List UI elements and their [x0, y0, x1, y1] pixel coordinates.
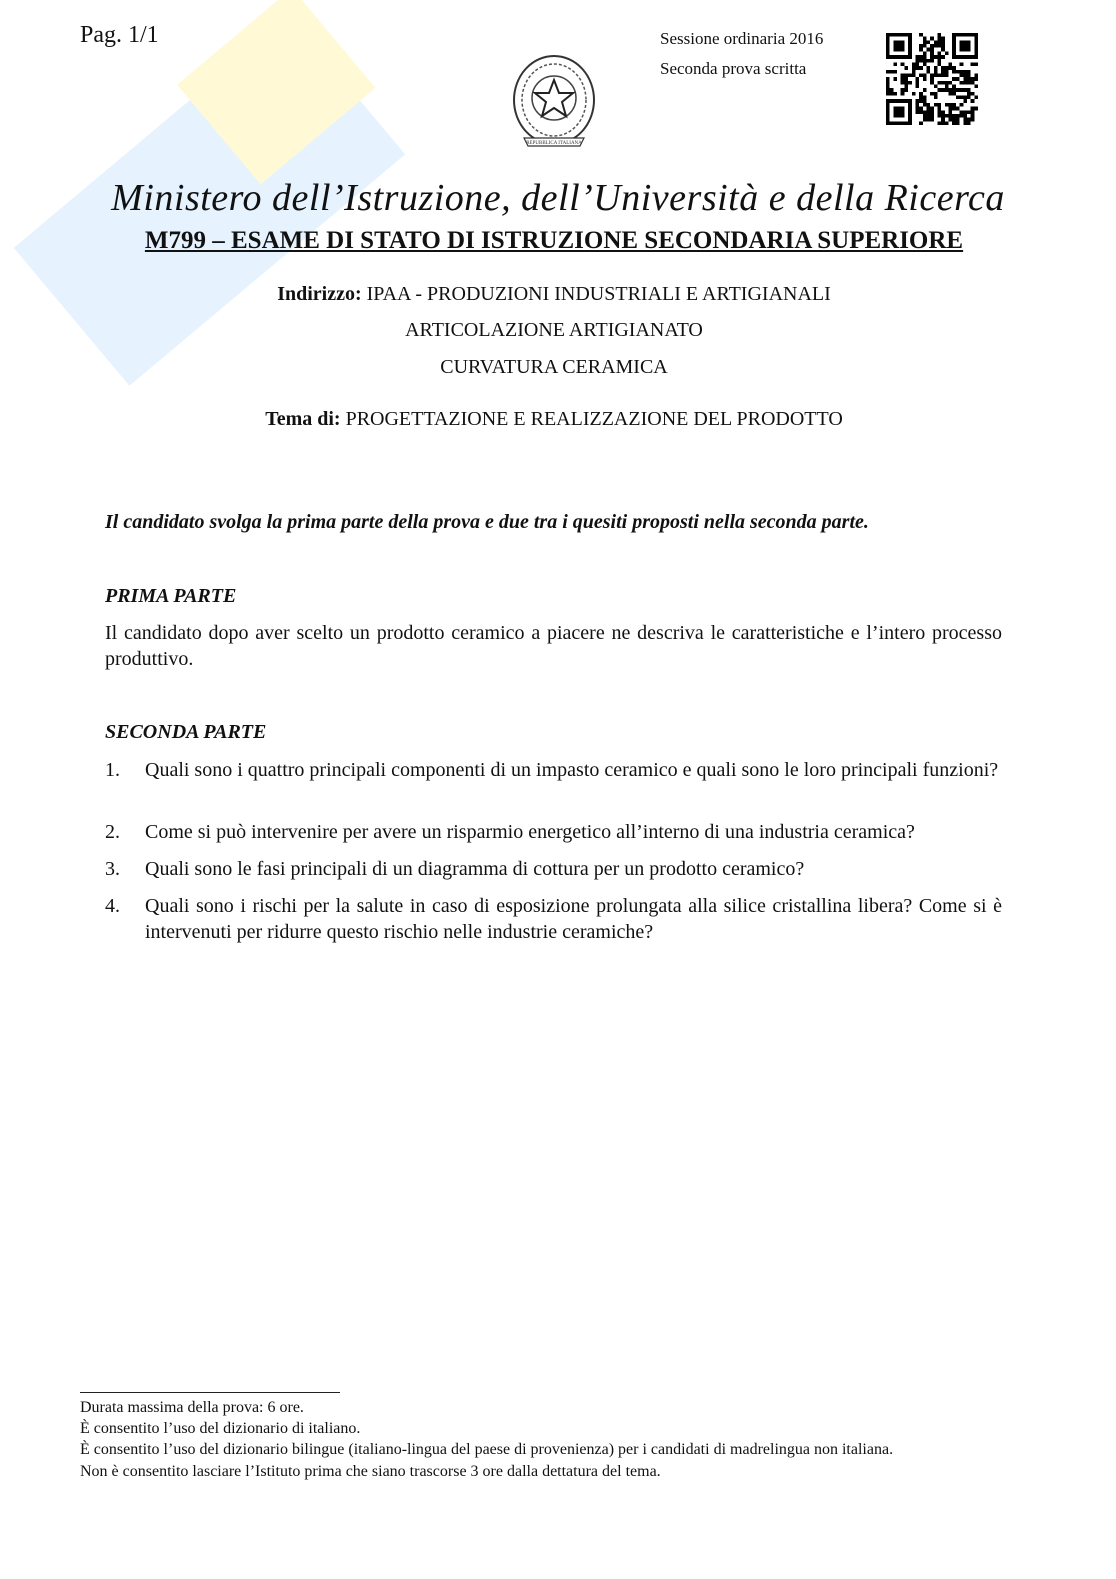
emblem-ribbon-text: REPUBBLICA ITALIANA: [526, 141, 582, 146]
indirizzo-line: [0, 283, 1108, 306]
question-item: [105, 757, 1002, 783]
question-item: [105, 819, 1002, 845]
question-text: Quali sono i rischi per la salute in caso di esposizione prolungata alla silice cristallina libera? Come si è intervenuti per ridurre questo rischio nelle industrie ceramiche?: [145, 895, 1002, 943]
seconda-parte-heading: SECONDA PARTE: [105, 721, 267, 743]
question-item: [105, 856, 1002, 882]
question-number: 4.: [105, 895, 120, 917]
ministry-title: Ministero dell’Istruzione, dell’Università e della Ricerca: [111, 177, 1005, 219]
tema-value: PROGETTAZIONE E REALIZZAZIONE DEL PRODOTTO: [340, 408, 843, 430]
instructions: Il candidato svolga la prima parte della prova e due tra i quesiti proposti nella seconda parte.: [105, 511, 869, 533]
footnote: È consentito l’uso del dizionario bilingue (italiano-lingua del paese di provenienza) per i candidati di madrelingua non italiana.: [80, 1441, 894, 1458]
tema-label: Tema di:: [265, 408, 341, 430]
footnote-divider: [80, 1392, 340, 1393]
page-number: Pag. 1/1: [80, 22, 159, 48]
question-item: [105, 893, 1002, 945]
question-text: Come si può intervenire per avere un risparmio energetico all’interno di una industria ceramica?: [145, 821, 915, 843]
indirizzo-label: Indirizzo:: [277, 283, 362, 305]
footnote: Non è consentito lasciare l’Istituto prima che siano trascorse 3 ore dalla dettatura del tema.: [80, 1463, 661, 1480]
footnote: È consentito l’uso del dizionario di italiano.: [80, 1420, 361, 1437]
prima-parte-text: Il candidato dopo aver scelto un prodotto ceramico a piacere ne descriva le caratteristiche e l’intero processo produttivo.: [105, 622, 1002, 670]
question-text: Quali sono i quattro principali componenti di un impasto ceramico e quali sono le loro principali funzioni?: [145, 759, 999, 781]
skuola-watermark-logo: [0, 0, 472, 447]
curvatura: CURVATURA CERAMICA: [440, 356, 668, 378]
test-label: Seconda prova scritta: [660, 59, 807, 78]
prima-parte-heading: PRIMA PARTE: [105, 585, 237, 607]
indirizzo-value: IPAA - PRODUZIONI INDUSTRIALI E ARTIGIANALI: [361, 283, 831, 305]
articolazione: ARTICOLAZIONE ARTIGIANATO: [405, 319, 703, 341]
tema-line: [0, 408, 1108, 431]
question-text: Quali sono le fasi principali di un diagramma di cottura per un prodotto ceramico?: [145, 858, 805, 880]
exam-title: M799 – ESAME DI STATO DI ISTRUZIONE SECONDARIA SUPERIORE: [144, 227, 964, 254]
italian-republic-emblem-icon: [506, 50, 602, 152]
footnote: Durata massima della prova: 6 ore.: [80, 1399, 304, 1416]
question-number: 2.: [105, 821, 120, 843]
session-label: Sessione ordinaria 2016: [660, 29, 824, 48]
question-number: 3.: [105, 858, 120, 880]
question-number: 1.: [105, 759, 120, 781]
qr-code: [886, 32, 978, 126]
